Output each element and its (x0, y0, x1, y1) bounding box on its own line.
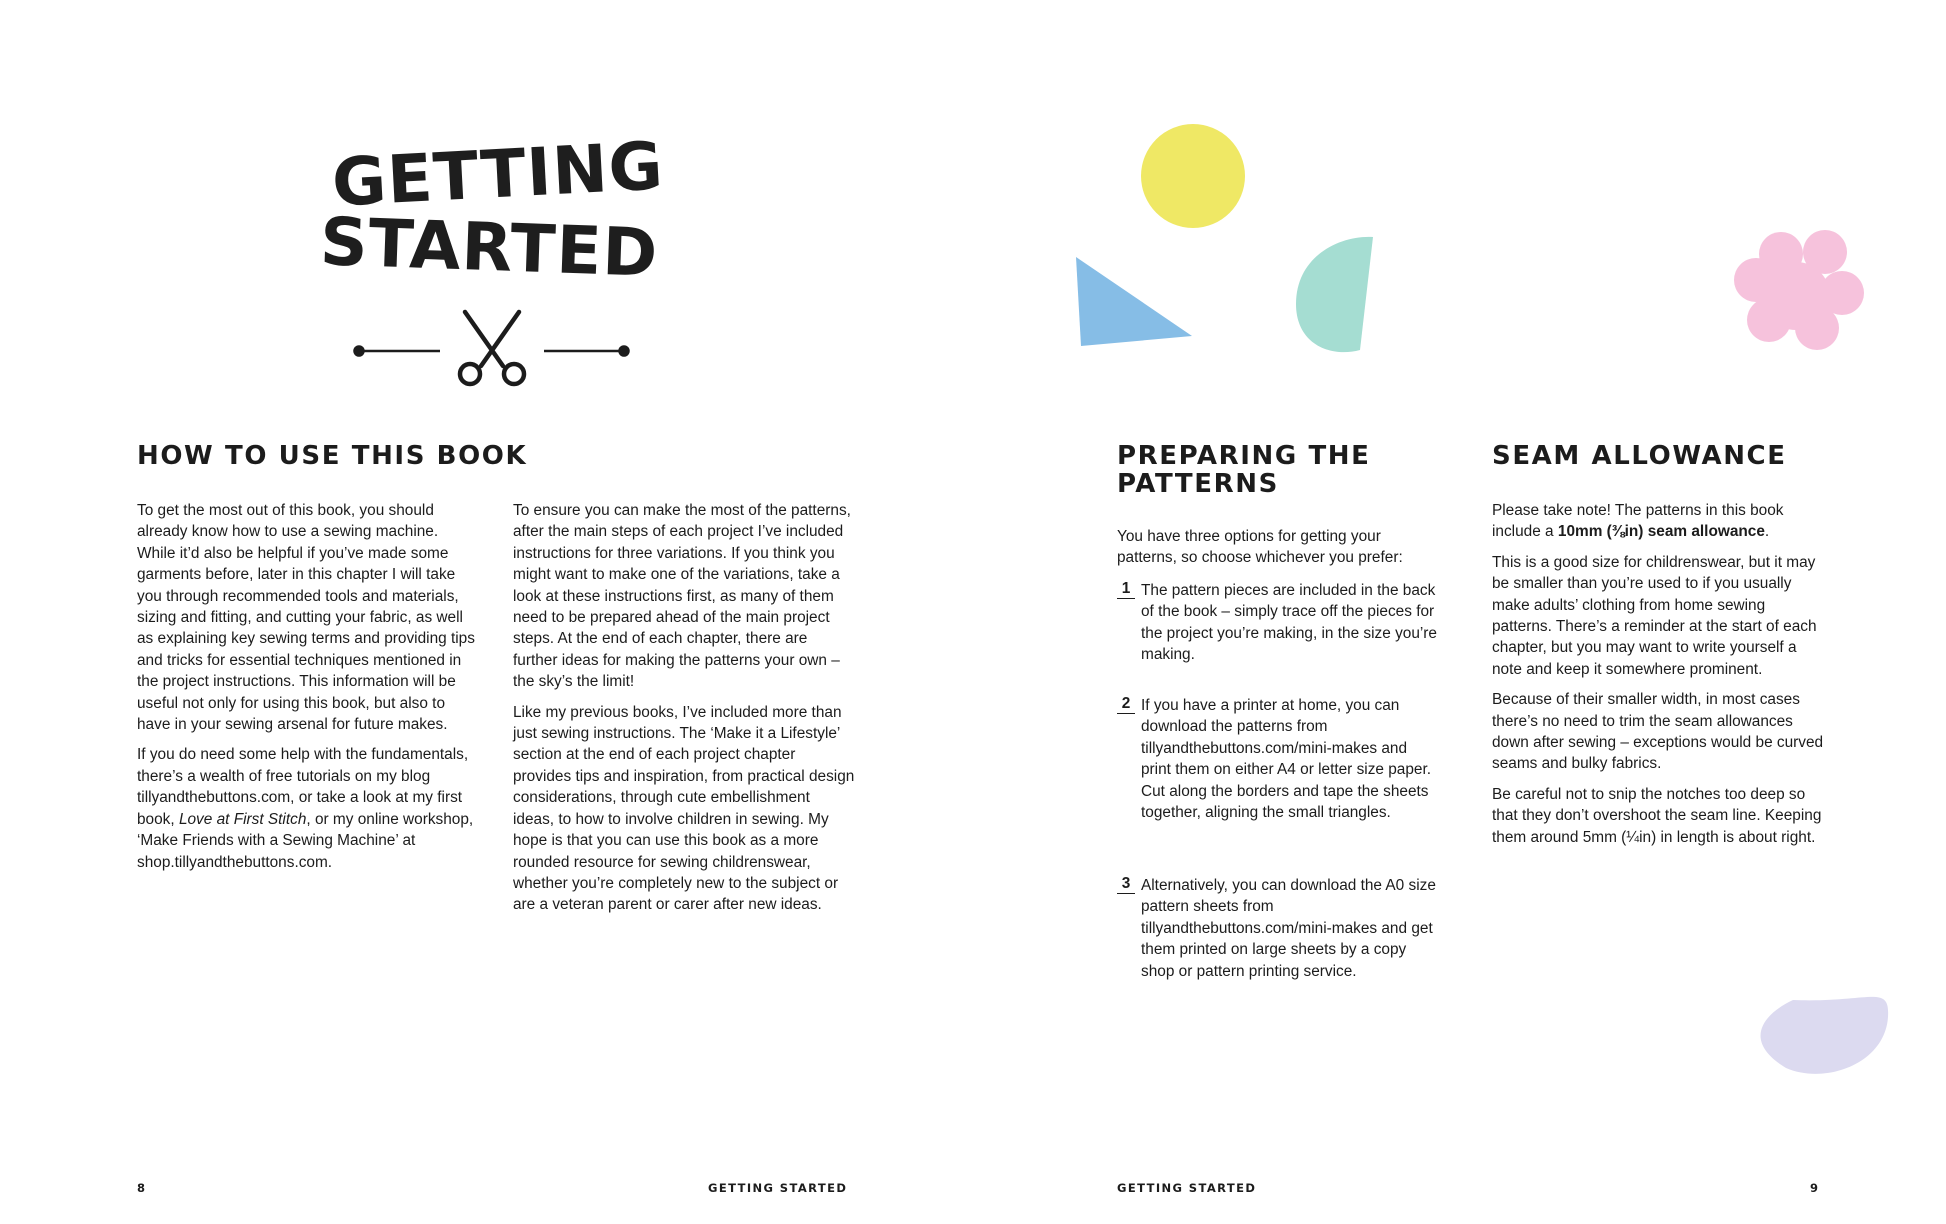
scissors-icon (460, 312, 524, 384)
preparing-intro (1117, 526, 1437, 578)
preparing-heading-line-1: PREPARING THE (1117, 441, 1371, 471)
lavender-semicircle-shape (1761, 997, 1889, 1074)
seam-paragraph-1 (1492, 500, 1828, 543)
option-number-2: 2 (1117, 695, 1135, 714)
seam-allowance-value: 10mm (⅜in) seam allowance (1557, 523, 1765, 541)
how-to-use-column-2 (513, 500, 855, 925)
scissors-divider (352, 306, 632, 388)
blue-triangle-shape (1076, 257, 1192, 346)
seam-paragraph-3: Because of their smaller width, in most cases there’s no need to trim the seam allowances down after sewing – exceptions would be curved seams and bulky fabrics. (1492, 691, 1824, 773)
divider-line-right (544, 347, 629, 356)
workshop-reference-text: , or my online workshop, ‘Make Friends with a Sewing Machine’ at shop.tillyandthebuttons.com. (137, 810, 474, 871)
left-running-footer: GETTING STARTED (708, 1181, 848, 1195)
yellow-circle-shape (1141, 124, 1245, 228)
how-to-use-heading: HOW TO USE THIS BOOK (137, 441, 528, 471)
seam-note-end: . (1764, 523, 1770, 541)
pink-flower-shape (1734, 230, 1864, 350)
option-number-1: 1 (1117, 580, 1135, 599)
variations-paragraph: To ensure you can make the most of the patterns, after the main steps of each project I’ve included instructions for three variations. If you think you might want to make one of the variations, take a look at these instructions first, as many of them need to be prepared ahead of the main project steps. At the end of each chapter, there are further ideas for making the patterns your own – the sky’s the limit! (513, 502, 851, 691)
seam-allowance-heading: SEAM ALLOWANCE (1492, 441, 1787, 471)
how-to-use-column-1 (137, 500, 477, 882)
blog-reference-text: If you do need some help with the fundamentals, there’s a wealth of free tutorials on my blog tillyandthebuttons.com, or take a look at my first book, (137, 746, 469, 828)
how-to-use-paragraph-2 (137, 744, 477, 872)
seam-allowance-column (1492, 500, 1828, 857)
option-number-3: 3 (1117, 875, 1135, 894)
chapter-title-line-1 (330, 127, 702, 222)
chapter-title-line-2 (318, 203, 690, 292)
option-text-2: If you have a printer at home, you can download the patterns from tillyandthebuttons.com/mini-makes and print them on either A4 or letter size paper. Cut along the borders and tape the sheets together, aligning the small triangles. (1141, 697, 1432, 822)
seam-paragraph-2: This is a good size for childrenswear, but it may be smaller than you’re used to if you usually make adults’ clothing from home sewing patterns. There’s a reminder at the start of each chapter, but you may want to write yourself a note and keep it somewhere prominent. (1492, 553, 1817, 678)
book-title-italic: Love at First Stitch (178, 810, 307, 828)
left-page-number: 8 (137, 1181, 147, 1195)
option-text-3: Alternatively, you can download the A0 size pattern sheets from tillyandthebuttons.com/mini-makes and get them printed on large sheets by a copy shop or pattern printing service. (1141, 877, 1436, 980)
seam-paragraph-4: Be careful not to snip the notches too deep so that they don’t overshoot the seam line. Keeping them around 5mm (¼in) in length is about right. (1492, 785, 1822, 846)
option-text-1: The pattern pieces are included in the back of the book – simply trace off the pieces for the project you’re making, in the size you’re making. (1141, 582, 1437, 664)
right-running-footer: GETTING STARTED (1117, 1181, 1257, 1195)
mint-semicircle-shape (1296, 237, 1373, 352)
how-to-use-paragraph-1: To get the most out of this book, you should already know how to use a sewing machine. While it’d also be helpful if you’ve made some garments before, later in this chapter I will take you through recommended tools and materials, sizing and fitting, and cutting your fabric, as well as explaining key sewing terms and providing tips and tricks for essential techniques mentioned in the project instructions. This information will be useful not only for using this book, but also to have in your sewing arsenal for future makes. (137, 502, 475, 734)
chapter-title-text-1: GETTING (330, 127, 666, 222)
preparing-patterns-heading (1117, 442, 1371, 498)
lifestyle-paragraph: Like my previous books, I’ve included more than just sewing instructions. The ‘Make it a Lifestyle’ section at the end of each project chapter provides tips and inspiration, from practical design considerations, through cute embellishment ideas, to how to involve children in sewing. My hope is that you can use this book as a more rounded resource for sewing childrenswear, whether you’re completely new to the subject or are a veteran parent or carer after new ideas. (513, 703, 855, 914)
right-page-number: 9 (1810, 1181, 1820, 1195)
seam-note-text: Please take note! The patterns in this book include a (1492, 502, 1784, 541)
preparing-heading-line-2: PATTERNS (1117, 469, 1279, 499)
chapter-title-text-2: STARTED (318, 203, 660, 292)
divider-line-left (355, 347, 441, 356)
preparing-intro-text: You have three options for getting your patterns, so choose whichever you prefer: (1117, 528, 1403, 567)
